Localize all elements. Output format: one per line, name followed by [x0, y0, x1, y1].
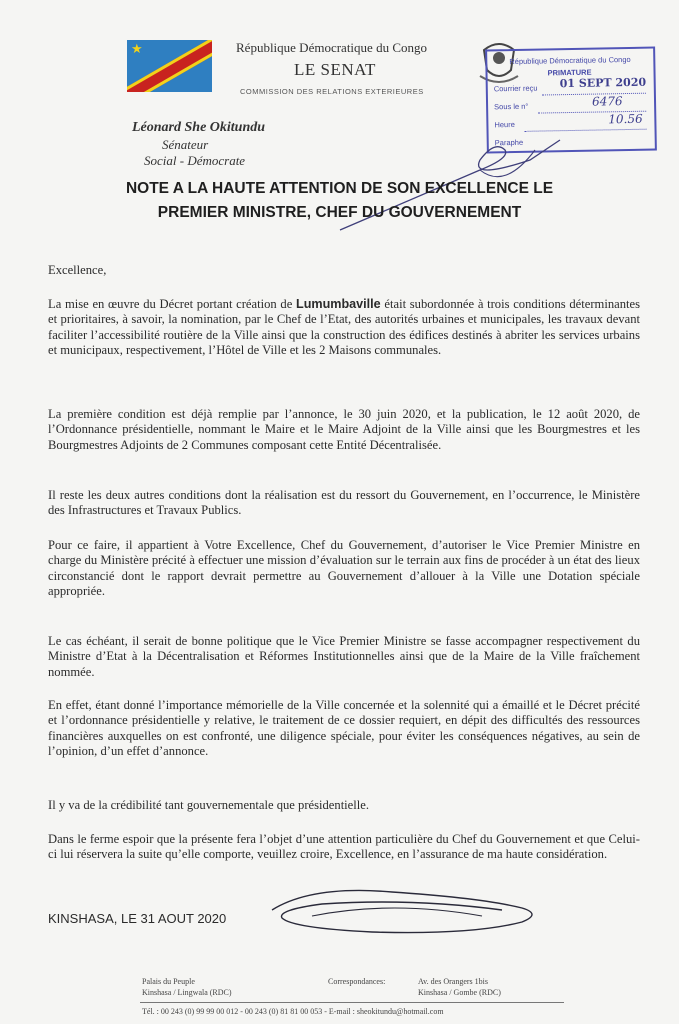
footer-contact: Tél. : 00 243 (0) 99 99 00 012 - 00 243 (0) 81 81 00 053 - E-mail : sheokitundu@hotmail.com	[142, 1007, 444, 1016]
salutation: Excellence,	[48, 263, 107, 277]
paragraph-4: Pour ce faire, il appartient à Votre Excellence, Chef du Gouvernement, d’autoriser le Vice Premier Ministre en charge du Ministère précité à effectuer une mission d’évaluation sur le terrain aux fins de procéder à un état des lieux circonstancié dont le rapport devrait permettre au Gouvernement d’allouer à la Ville une Dotation spéciale appropriée.	[48, 538, 640, 599]
stamp-time-label: Heure	[494, 119, 515, 130]
drc-flag-icon: ★	[127, 40, 212, 92]
stamp-number-value: 6476	[591, 94, 623, 109]
paragraph-3: Il reste les deux autres conditions dont la réalisation est du ressort du Gouvernement, en l’occurrence, le Ministère des Infrastructures et Travaux Publics.	[48, 488, 640, 518]
header-republic: République Démocratique du Congo	[236, 40, 427, 55]
header-commission: COMMISSION DES RELATIONS EXTERIEURES	[240, 87, 424, 96]
header-senate: LE SENAT	[294, 60, 376, 79]
paragraph-2: La première condition est déjà remplie par l’annonce, le 30 juin 2020, et la publication, le 12 août 2020, de l’Ordonnance présidentielle, nommant le Maire et le Maire Adjoint de la Ville ainsi que les Bourgmestres et les Bourgmestres Adjoints de 2 Communes composant cette Entité Décentralisée.	[48, 407, 640, 452]
paragraph-7: Il y va de la crédibilité tant gouvernementale que présidentielle.	[48, 798, 370, 812]
place-date: KINSHASA, LE 31 AOUT 2020	[48, 911, 227, 926]
title-line-2: PREMIER MINISTRE, CHEF DU GOUVERNEMENT	[157, 204, 522, 221]
footer-divider	[140, 1002, 564, 1003]
signature-scribble	[252, 880, 552, 940]
stamp-time-value: 10.56	[608, 111, 643, 127]
paragraph-6: En effet, étant donné l’importance mémorielle de la Ville concernée et la solennité qui a émaillé et le Décret précité et l’ordonnance présidentielle y relative, le traitement de ce dossier requiert, en dépit des difficultés des ressources financières auxquelles on est confronté, une diligence spéciale, pour éviter les conséquences négatives, au sein de l’opinion, d’un effet d’annonce.	[48, 698, 640, 759]
city-name: Lumumbaville	[296, 297, 381, 311]
stamp-number-label: Sous le n°	[494, 101, 529, 112]
signatory-name: Léonard She Okitundu	[132, 120, 266, 135]
paragraph-5: Le cas échéant, il serait de bonne politique que le Vice Premier Ministre se fasse accompagner respectivement du Ministre d’Etat à la Décentralisation et Réformes Institutionnelles ainsi que de la Maire de la Ville fraîchement nommée.	[48, 634, 640, 679]
stamp-received-label: Courrier reçu	[493, 83, 538, 94]
stamp-country: République Démocratique du Congo	[509, 54, 631, 67]
paragraph-8: Dans le ferme espoir que la présente fera l’objet d’une attention particulière du Chef du Gouvernement et que Celui-ci lui réservera la suite qu’elle comporte, veuillez croire, Excellence, en l’assurance de ma haute considération.	[48, 832, 640, 862]
signatory-party: Social - Démocrate	[144, 153, 246, 168]
footer-correspondence-label: Correspondances:	[328, 977, 386, 986]
stamp-paraphe-label: Paraphe	[494, 137, 524, 148]
stamp-received-value: 01 SEPT 2020	[559, 75, 647, 91]
signatory-title: Sénateur	[162, 137, 209, 152]
title-line-1: NOTE A LA HAUTE ATTENTION DE SON EXCELLENCE LE	[125, 180, 554, 197]
paragraph-1: La mise en œuvre du Décret portant création de Lumumbaville était subordonnée à trois conditions déterminantes et prioritaires, à savoir, la nomination, par le Chef de l’Etat, des autorités urbaines et municipales, les travaux devant faciliter l’accessibilité routière de la Ville ainsi que la construction des édifices destinés à abriter les services urbains et municipaux, respectivement, l’Hôtel de Ville et les 2 Maisons communales.	[48, 297, 641, 358]
stamp-office: PRIMATURE	[547, 67, 592, 78]
footer-address-2: Av. des Orangers 1bis Kinshasa / Gombe (RDC)	[418, 977, 501, 997]
footer-address-1: Palais du Peuple Kinshasa / Lingwala (RDC)	[142, 977, 232, 997]
